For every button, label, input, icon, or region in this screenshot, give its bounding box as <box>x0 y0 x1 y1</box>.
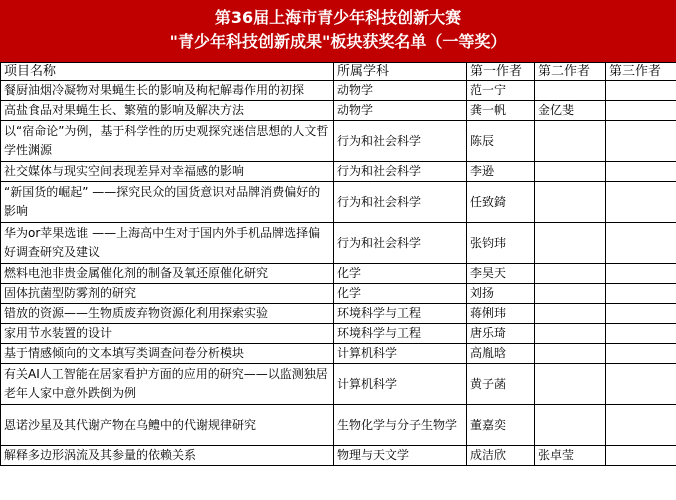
subject-cell: 动物学 <box>334 81 467 101</box>
column-header-project: 项目名称 <box>1 63 334 81</box>
table-row <box>1 405 676 446</box>
first-author-cell: 范一宁 <box>467 81 535 101</box>
first-author-cell: 刘扬 <box>467 284 535 304</box>
first-author-cell: 董嘉奕 <box>467 405 535 446</box>
third-author-cell <box>606 324 676 344</box>
subject-cell: 计算机科学 <box>334 344 467 364</box>
third-author-cell <box>606 284 676 304</box>
subject-cell: 化学 <box>334 284 467 304</box>
contest-title: 第36届上海市青少年科技创新大赛 <box>214 8 462 27</box>
table-row <box>1 223 676 264</box>
second-author-cell <box>535 121 606 162</box>
subject-cell: 化学 <box>334 264 467 284</box>
subject-cell: 行为和社会科学 <box>334 182 467 223</box>
table-row <box>1 81 676 101</box>
subject-cell: 动物学 <box>334 101 467 121</box>
third-author-cell <box>606 182 676 223</box>
first-author-cell: 陈辰 <box>467 121 535 162</box>
third-author-cell <box>606 364 676 405</box>
project-name-cell: 高盐食品对果蝇生长、繁殖的影响及解决方法 <box>1 101 334 121</box>
table-row <box>1 344 676 364</box>
first-author-cell: 蒋俐玮 <box>467 304 535 324</box>
first-author-cell: 张钧玮 <box>467 223 535 264</box>
table-row <box>1 101 676 121</box>
project-name-cell: 以“宿命论”为例，基于科学性的历史观探究迷信思想的人文哲学性渊源 <box>1 121 334 162</box>
second-author-cell <box>535 162 606 182</box>
project-name-cell: 恩诺沙星及其代谢产物在乌鳢中的代谢规律研究 <box>1 405 334 446</box>
second-author-cell <box>535 324 606 344</box>
table-row <box>1 284 676 304</box>
column-header-subject: 所属学科 <box>334 63 467 81</box>
second-author-cell <box>535 364 606 405</box>
first-author-cell: 唐乐琦 <box>467 324 535 344</box>
project-name-cell: 华为or苹果选谁 ——上海高中生对于国内外手机品牌选择偏好调查研究及建议 <box>1 223 334 264</box>
first-author-cell: 任致錡 <box>467 182 535 223</box>
first-author-cell: 李昊天 <box>467 264 535 284</box>
column-header-author1: 第一作者 <box>467 63 535 81</box>
second-author-cell <box>535 344 606 364</box>
subject-cell: 物理与天文学 <box>334 446 467 466</box>
project-name-cell: 燃料电池非贵金属催化剂的制备及氧还原催化研究 <box>1 264 334 284</box>
project-name-cell: 错放的资源——生物质废弃物资源化利用探索实验 <box>1 304 334 324</box>
third-author-cell <box>606 405 676 446</box>
first-author-cell: 黄子菡 <box>467 364 535 405</box>
second-author-cell <box>535 405 606 446</box>
table-row <box>1 364 676 405</box>
project-name-cell: 有关AI人工智能在居家看护方面的应用的研究——以监测独居老年人家中意外跌倒为例 <box>1 364 334 405</box>
award-table <box>0 62 676 466</box>
subject-cell: 行为和社会科学 <box>334 162 467 182</box>
title-banner <box>0 0 676 62</box>
third-author-cell <box>606 162 676 182</box>
second-author-cell <box>535 304 606 324</box>
table-row <box>1 324 676 344</box>
table-row <box>1 182 676 223</box>
third-author-cell <box>606 304 676 324</box>
subject-cell: 环境科学与工程 <box>334 304 467 324</box>
project-name-cell: 餐厨油烟冷凝物对果蝇生长的影响及枸杞解毒作用的初探 <box>1 81 334 101</box>
third-author-cell <box>606 344 676 364</box>
table-row <box>1 304 676 324</box>
second-author-cell <box>535 264 606 284</box>
second-author-cell: 张卓莹 <box>535 446 606 466</box>
third-author-cell <box>606 264 676 284</box>
third-author-cell <box>606 101 676 121</box>
table-row <box>1 446 676 466</box>
subject-cell: 行为和社会科学 <box>334 223 467 264</box>
project-name-cell: 家用节水装置的设计 <box>1 324 334 344</box>
subject-cell: 环境科学与工程 <box>334 324 467 344</box>
third-author-cell <box>606 121 676 162</box>
column-header-author3: 第三作者 <box>606 63 676 81</box>
subject-cell: 生物化学与分子生物学 <box>334 405 467 446</box>
third-author-cell <box>606 81 676 101</box>
project-name-cell: 社交媒体与现实空间表现差异对幸福感的影响 <box>1 162 334 182</box>
second-author-cell <box>535 284 606 304</box>
list-title: "青少年科技创新成果"板块获奖名单（一等奖） <box>169 32 507 51</box>
project-name-cell: 解释多边形涡流及其参量的依赖关系 <box>1 446 334 466</box>
first-author-cell: 李逊 <box>467 162 535 182</box>
first-author-cell: 成洁欣 <box>467 446 535 466</box>
subject-cell: 计算机科学 <box>334 364 467 405</box>
second-author-cell <box>535 223 606 264</box>
second-author-cell: 金亿斐 <box>535 101 606 121</box>
table-row <box>1 162 676 182</box>
first-author-cell: 龚一帆 <box>467 101 535 121</box>
first-author-cell: 高胤晗 <box>467 344 535 364</box>
second-author-cell <box>535 81 606 101</box>
project-name-cell: 基于情感倾向的文本填写类调查问卷分析模块 <box>1 344 334 364</box>
subject-cell: 行为和社会科学 <box>334 121 467 162</box>
table-header-row <box>1 63 676 81</box>
third-author-cell <box>606 223 676 264</box>
project-name-cell: 固体抗菌型防雾剂的研究 <box>1 284 334 304</box>
table-row <box>1 264 676 284</box>
table-row <box>1 121 676 162</box>
column-header-author2: 第二作者 <box>535 63 606 81</box>
project-name-cell: “新国货的崛起” ——探究民众的国货意识对品牌消费偏好的影响 <box>1 182 334 223</box>
third-author-cell <box>606 446 676 466</box>
second-author-cell <box>535 182 606 223</box>
